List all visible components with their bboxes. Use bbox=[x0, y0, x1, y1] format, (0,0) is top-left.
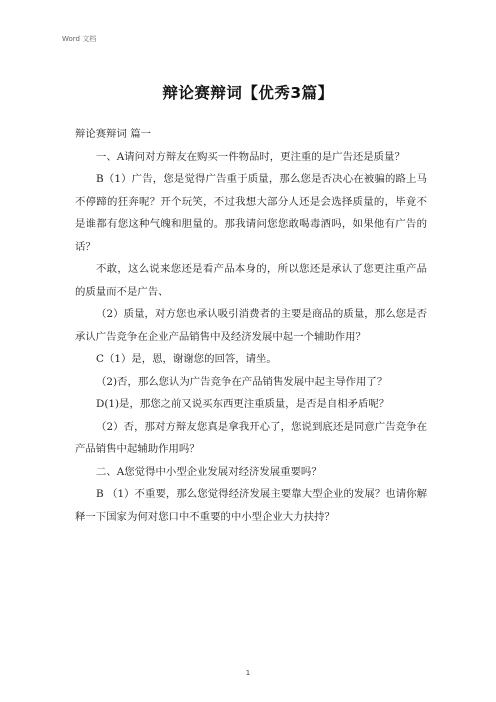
section-heading: 辩论赛辩词 篇一 bbox=[75, 128, 152, 140]
paragraph: （2）质量，对方您也承认吸引消费者的主要是商品的质量，那么您是否承认广告竞争在企业产品销售中及经济发展中起一个辅助作用？ bbox=[75, 308, 427, 343]
paragraph: 二、A您觉得中小型企业发展对经济发展重要吗？ bbox=[96, 465, 322, 478]
paragraph: 一、A请问对方辩友在购买一件物品时，更注重的是广告还是质量？ bbox=[96, 150, 405, 163]
paragraph: （2）否，那对方辩友您真是拿我开心了，您说到底还是同意广告竞争在产品销售中起辅助作用吗？ bbox=[75, 420, 427, 455]
paragraph: C（1）是，恩，谢谢您的回答，请坐。 bbox=[96, 353, 277, 365]
page-number: 1 bbox=[245, 669, 251, 677]
paragraph: B （1）不重要，那么您觉得经济发展主要靠大型企业的发展？也请你解释一下国家为何对您口中不重要的中小型企业大力扶持？ bbox=[75, 488, 427, 523]
paragraph: B（1）广告，您是觉得广告重于质量，那么您是否决心在被骗的路上马不停蹄的狂奔呢？开个玩笑，不过我想大部分人还是会选择质量的，毕竟不是谁都有您这种气魄和胆量的。那我请问您您敢喝毒酒吗，如果他有广告的话？ bbox=[75, 173, 427, 253]
page-header: Word 文档 bbox=[62, 35, 97, 43]
paragraph: （2)否，那么您认为广告竞争在产品销售发展中起主导作用了？ bbox=[96, 375, 388, 388]
document-title: 辩论赛辩词【优秀3篇】 bbox=[162, 84, 334, 102]
paragraph: D(1)是，那您之前又说买东西更注重质量，是否是自相矛盾呢？ bbox=[96, 398, 390, 410]
paragraph: 不敢，这么说来您还是看产品本身的，所以您还是承认了您更注重产品的质量而不是广告、 bbox=[75, 263, 427, 298]
document-body bbox=[75, 123, 427, 528]
